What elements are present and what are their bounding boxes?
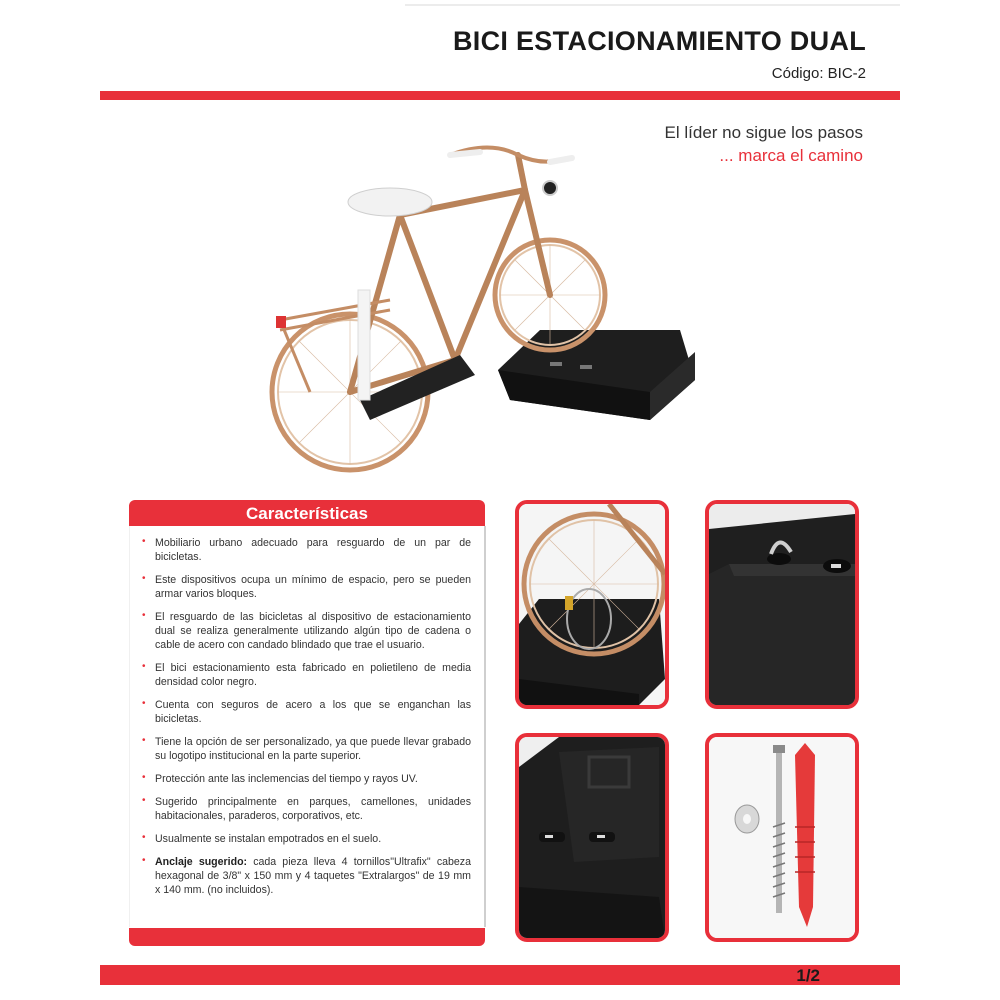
footer-red-bar [100,965,900,985]
features-footer-bar [129,928,485,946]
features-panel [129,500,485,946]
product-code: Código: BIC-2 [771,65,866,82]
page-title: BICI ESTACIONAMIENTO DUAL [452,26,866,56]
anchor-label: Anclaje sugerido: [155,856,248,868]
photo-steel-hook [705,500,859,709]
feature-item: • Cuenta con seguros de acero a los que se enganchan las bicicletas. [155,698,471,726]
photo-bike-locked-image [519,504,665,705]
slogan-line-2: ... marca el camino [719,146,863,165]
page-number: 1/2 [796,966,820,985]
header-red-bar [100,91,900,100]
slogan-line-1: El líder no sigue los pasos [664,123,863,142]
photo-block-logo [515,733,669,942]
top-divider [405,4,900,6]
photo-screw-anchor [705,733,859,942]
features-body [129,526,486,927]
anchor-text: cada pieza lleva 4 tornillos"Ultrafix" cabeza hexagonal de 3/8" x 150 mm y 4 taquetes "Extralargos" de 19 mm x 140 mm. (no incluidos). [155,856,471,896]
photo-bike-locked [515,500,669,709]
feature-item: • El bici estacionamiento esta fabricado en polietileno de media densidad color negro. [155,661,471,689]
feature-item: • Protección ante las inclemencias del tiempo y rayos UV. [155,772,471,786]
photo-steel-hook-image [709,504,855,705]
feature-item: • Sugerido principalmente en parques, camellones, unidades habitacionales, paraderos, corporativos, etc. [155,795,471,823]
hero-bicycle-image [250,130,710,490]
feature-item-anchor [155,855,471,897]
feature-item: • Tiene la opción de ser personalizado, ya que puede llevar grabado su logotipo institucional en la parte superior. [155,735,471,763]
features-heading: Características [129,500,485,526]
feature-item: • El resguardo de las bicicletas al dispositivo de estacionamiento dual se realiza generalmente utilizando algún tipo de cadena o cable de acero con candado blindado que trae el usuario. [155,610,471,652]
photo-screw-anchor-image [709,737,855,938]
feature-item: • Mobiliario urbano adecuado para resguardo de un par de bicicletas. [155,536,471,564]
feature-item: • Este dispositivos ocupa un mínimo de espacio, pero se pueden armar varios bloques. [155,573,471,601]
feature-item: • Usualmente se instalan empotrados en el suelo. [155,832,471,846]
features-list [130,526,484,897]
photo-block-logo-image [519,737,665,938]
